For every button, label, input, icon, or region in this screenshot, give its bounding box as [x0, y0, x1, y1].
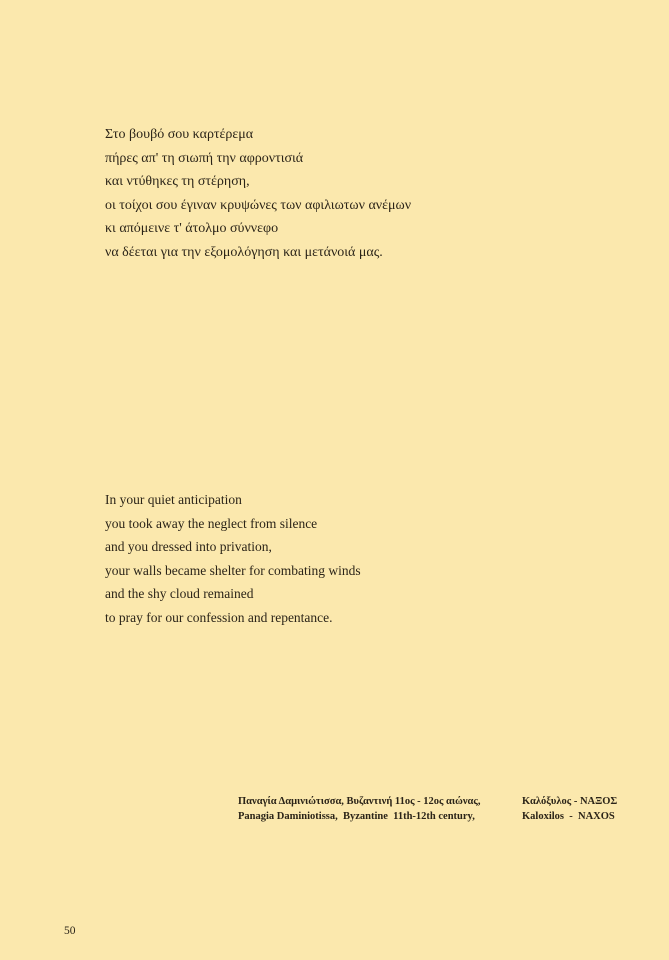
greek-poem-line: και ντύθηκες τη στέρηση,	[105, 174, 250, 190]
greek-poem-line: κι απόμεινε τ' άτολμο σύννεφο	[105, 221, 279, 237]
greek-poem-line: πήρες απ' τη σιωπή την αφροντισιά	[105, 150, 304, 166]
english-poem-line: and the shy cloud remained	[105, 586, 254, 602]
english-poem-line: and you dressed into privation,	[105, 539, 272, 555]
caption-greek-title: Παναγία Δαμινιώτισσα, Βυζαντινή 11ος - 12ος αιώνας,	[238, 796, 481, 807]
english-poem-line: your walls became shelter for combating winds	[105, 562, 361, 578]
photo-caption	[238, 794, 624, 824]
greek-poem-line: να δέεται για την εξομολόγηση και μετάνοιά μας.	[105, 244, 383, 260]
page-number: 50	[64, 925, 76, 937]
greek-poem	[105, 123, 411, 265]
greek-poem-line: οι τοίχοι σου έγιναν κρυψώνες των αφιλιωτων ανέμων	[105, 197, 412, 213]
caption-english-title: Panagia Daminiotissa, Byzantine 11th-12th century,	[238, 811, 475, 822]
caption-english-row	[238, 809, 624, 824]
english-poem-line: you took away the neglect from silence	[105, 515, 318, 531]
caption-english-place: Kaloxilos - NAXOS	[522, 811, 615, 822]
english-poem-line: to pray for our confession and repentance.	[105, 609, 333, 625]
caption-greek-place: Καλόξυλος - ΝΑΞΟΣ	[522, 796, 618, 807]
greek-poem-line: Στο βουβό σου καρτέρεμα	[105, 127, 254, 142]
caption-greek-row	[238, 794, 624, 809]
english-poem-line: In your quiet anticipation	[105, 492, 242, 507]
english-poem	[105, 488, 361, 630]
